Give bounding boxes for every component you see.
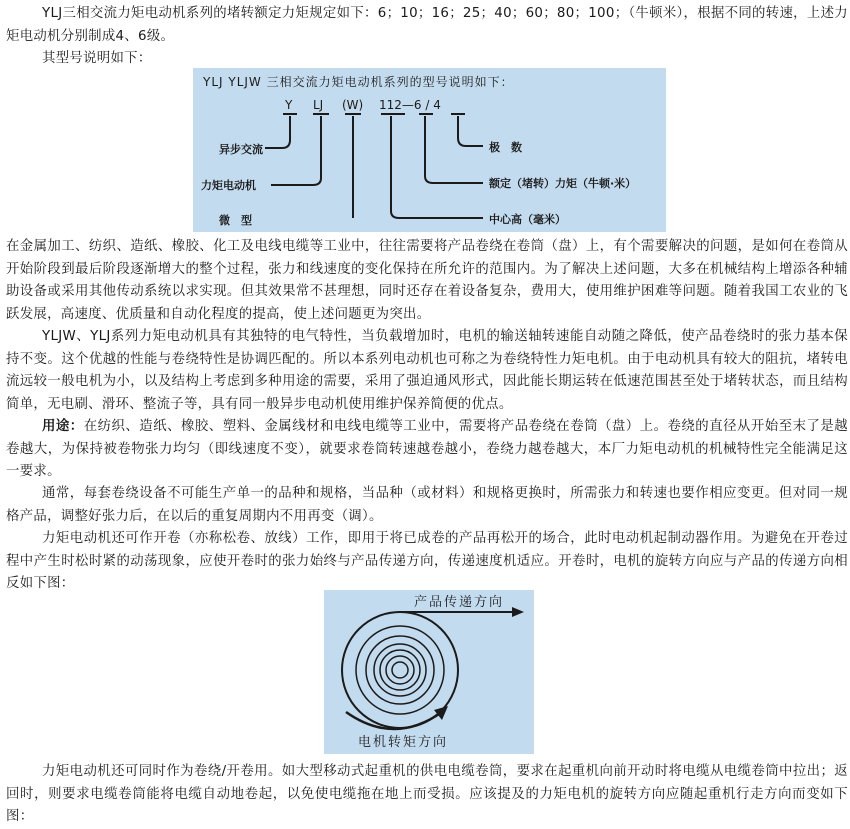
code-lj: LJ	[313, 98, 324, 112]
label-async: 异步交流	[219, 143, 263, 156]
usage-label: 用途：	[42, 419, 84, 434]
paragraph-model-intro: 其型号说明如下：	[42, 51, 152, 66]
code-w: (W)	[342, 98, 364, 112]
torque-direction-arrowhead	[434, 706, 448, 720]
paragraph-industry-problem: 在金属加工、纺织、造纸、橡胶、化工及电线电缆等工业中，往往需要将产品卷绕在卷筒（盘）上，有个需要解决的问题，是如何在卷筒从开始阶段到最后阶段逐渐增大的整个过程，张力和线速度的变化保持在所允许的范围内。为了解决上述问题，大多在机械结构上增添各种辅助设备或采用其他传动系统以求实现。但其效果常不甚理想，同时还存在着设备复杂，费用大，使用维护困难等问题。随着我国工农业的飞跃发展，高速度、优质量和自动化程度的提高，使上述问题更为突出。	[6, 239, 848, 322]
leader-line-poles	[458, 116, 483, 146]
paragraph-product-change: 通常，每套卷绕设备不可能生产单一的品种和规格，当品种（或材料）和规格更换时，所需张力和转速也要作相应变更。但对同一规格产品，调整好张力后，在以后的重复周期内不用再变（调）。	[6, 486, 848, 524]
paragraph-unwinding: 力矩电动机还可作开卷（亦称松卷、放线）工作，即用于将已成卷的产品再松开的场合，此时电动机起制动器作用。为避免在开卷过程中产生时松时紧的动荡现象，应使开卷时的张力始终与产品传递方向，传递速度机适应。开卷时，电机的旋转方向应与产品的传递方向相反如下图：	[6, 531, 848, 591]
label-micro: 微 型	[219, 214, 252, 227]
paragraph-usage	[6, 416, 848, 484]
paragraph-winding-unwinding: 力矩电动机还可同时作为卷绕/开卷用。如大型移动式起重机的供电电缆卷筒，要求在起重机向前开动时将电缆从电缆卷筒中拉出；返回时，则要求电缆卷筒能将电缆自动地卷起，以免使电缆拖在地上而受损。应该提及的力矩电机的旋转方向应随起重机行走方向而变如下图：	[6, 764, 848, 824]
unwind-direction-diagram	[324, 590, 534, 754]
label-center-height: 中心高（毫米）	[489, 213, 566, 226]
leader-line-rated	[425, 116, 483, 183]
leader-line-async	[265, 116, 290, 148]
paragraph-torque-ratings: YLJ三相交流力矩电动机系列的堵转额定力矩规定如下：6；10；16；25；40；60；80；100；（牛顿米），根据不同的转速，上述力矩电动机分别制成4、6级。	[6, 6, 848, 44]
paragraph-electrical-characteristics: YLJW、YLJ系列力矩电动机具有其独特的电气特性，当负载增加时，电机的输送轴转速能自动随之降低，使产品卷绕时的张力基本保持不变。这个优越的性能与卷绕特性是协调匹配的。所以本系列电动机也可称之为卷绕特性力矩电机。由于电动机具有较大的阻抗，堵转电流远较一般电机为小，以及结构上考虑到多种用途的需要，采用了强迫通风形式，因此能长期运转在低速范围甚至处于堵转状态，而且结构简单，无电刷、滑环、整流子等，具有同一般异步电动机使用维护保养简便的优点。	[6, 329, 848, 412]
product-direction-arrowhead	[512, 607, 524, 617]
torque-direction-arc	[346, 712, 442, 729]
code-number: 112—6 / 4	[379, 98, 441, 112]
unwind-direction-svg	[324, 590, 534, 754]
label-product-direction: 产品传递方向	[414, 595, 505, 610]
leader-line-torque-motor	[271, 116, 321, 185]
diagram-leader-lines	[265, 114, 483, 218]
leader-line-center	[391, 116, 483, 218]
model-number-diagram	[193, 68, 666, 232]
label-torque-motor: 力矩电动机	[201, 179, 256, 192]
label-poles: 极 数	[489, 141, 522, 154]
model-number-diagram-svg	[193, 68, 666, 232]
code-y: Y	[285, 98, 293, 112]
diagram-title: YLJ YLJW 三相交流力矩电动机系列的型号说明如下：	[203, 75, 514, 89]
label-rated-torque: 额定（堵转）力矩（牛顿·米）	[489, 177, 637, 190]
label-motor-torque-direction: 电机转矩方向	[358, 735, 449, 750]
usage-text: 在纺织、造纸、橡胶、塑料、金属线材和电线电缆等工业中，需要将产品卷绕在卷筒（盘）上。卷绕的直径从开始至末了是越卷越大，为保持被卷物张力均匀（即线速度不变），就要求卷筒转速越卷越小，卷绕力越卷越大，本厂力矩电动机的机械特性完全能满足这一要求。	[6, 419, 848, 479]
